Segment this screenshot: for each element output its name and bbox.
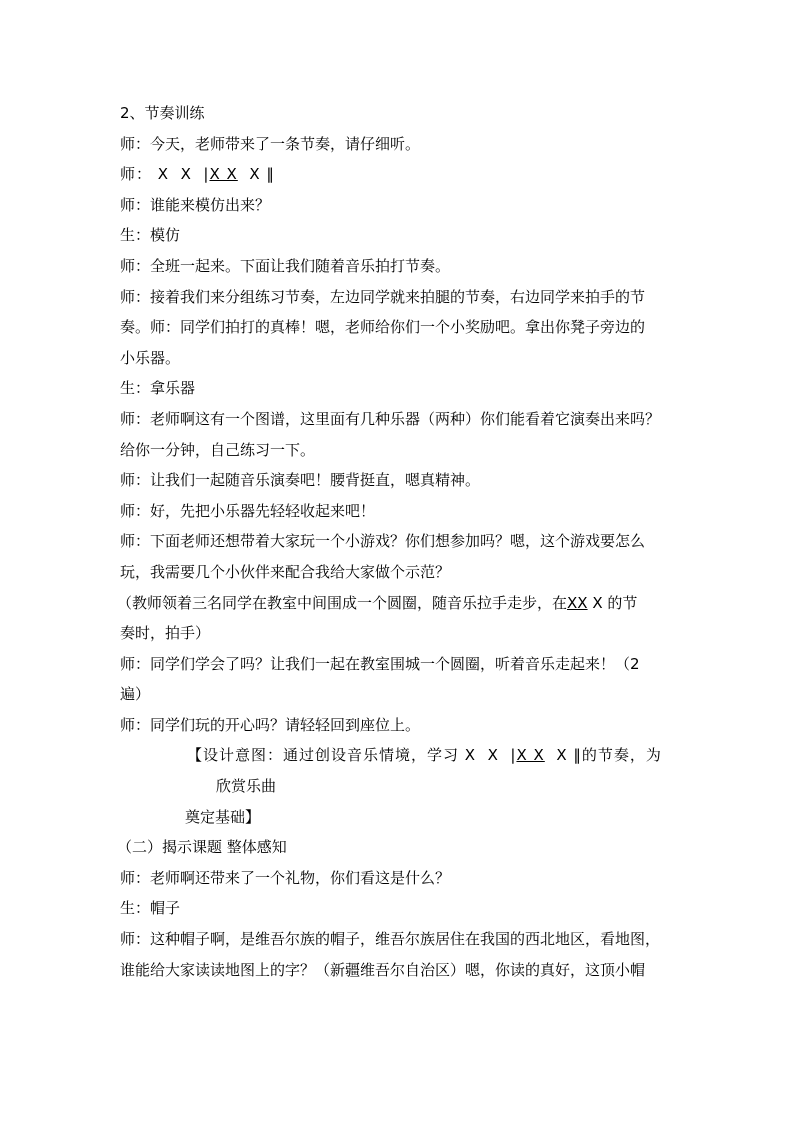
paragraph: 师：谁能来模仿出来？ [120, 195, 271, 214]
paragraph: 师：老师啊这有一个图谱，这里面有几种乐器（两种）你们能看着它演奏出来吗？ [120, 409, 661, 428]
design-suffix: X ‖的节奏，为 [544, 746, 662, 765]
paragraph: 师：同学们学会了吗？让我们一起在教室围城一个圆圈，听着音乐走起来！（2 [120, 654, 640, 673]
design-intent [120, 740, 680, 771]
paragraph: 小乐器。 [120, 348, 181, 367]
paragraph: 生：模仿 [120, 226, 181, 245]
paragraph: 师：这种帽子啊，是维吾尔族的帽子，维吾尔族居住在我国的西北地区，看地图， [120, 930, 661, 949]
teacher-demo-note [117, 588, 680, 619]
paragraph: 谁能给大家读读地图上的字？（新疆维吾尔自治区）嗯，你读的真好，这顶小帽 [120, 960, 646, 979]
document-content [117, 98, 680, 985]
paragraph: 师：接着我们来分组练习节奏，左边同学就来拍腿的节奏，右边同学来拍手的节 [120, 287, 646, 306]
demo-suffix: X 的节 [587, 593, 638, 612]
design-intent-cont: 欣赏乐曲 [216, 777, 277, 796]
paragraph: 给你一分钟，自己练习一下。 [120, 440, 316, 459]
rhythm-part1: X X | [152, 165, 210, 184]
rhythm-part3: X ‖ [237, 165, 275, 184]
paragraph: 奏。师：同学们拍打的真棒！嗯，老师给你们一个小奖励吧。拿出你凳子旁边的 [120, 318, 646, 337]
demo-underlined: XX [567, 593, 588, 612]
paragraph: 奏时，拍手） [120, 624, 211, 643]
section-heading: （二）揭示课题 整体感知 [117, 838, 287, 857]
paragraph: 师：下面老师还想带着大家玩一个小游戏？你们想参加吗？嗯，这个游戏要怎么 [120, 532, 646, 551]
paragraph: 玩，我需要几个小伙伴来配合我给大家做个示范？ [120, 562, 451, 581]
paragraph: 生：拿乐器 [120, 379, 196, 398]
paragraph: 师：老师啊还带来了一个礼物，你们看这是什么？ [120, 868, 451, 887]
paragraph: 师：好，先把小乐器先轻轻收起来吧！ [120, 501, 376, 520]
paragraph: 遍） [120, 685, 151, 704]
paragraph: 师：今天，老师带来了一条节奏，请仔细听。 [120, 134, 421, 153]
section-heading: 2、节奏训练 [120, 104, 205, 122]
design-prefix: 【设计意图：通过创设音乐情境，学习 X X | [187, 746, 517, 765]
rhythm-notation [120, 159, 680, 190]
demo-prefix: （教师领着三名同学在教室中间围成一个圆圈，随音乐拉手走步，在 [117, 593, 568, 612]
design-intent-end: 奠定基础】 [185, 807, 261, 826]
paragraph: 师：同学们玩的开心吗？请轻轻回到座位上。 [120, 715, 421, 734]
rhythm-prefix: 师： [120, 165, 153, 184]
paragraph: 师：全班一起来。下面让我们随着音乐拍打节奏。 [120, 256, 451, 275]
design-underlined: X X [516, 746, 545, 765]
paragraph: 生：帽子 [120, 899, 181, 918]
rhythm-underlined: X X [209, 165, 238, 184]
paragraph: 师：让我们一起随音乐演奏吧！腰背挺直，嗯真精神。 [120, 471, 481, 490]
